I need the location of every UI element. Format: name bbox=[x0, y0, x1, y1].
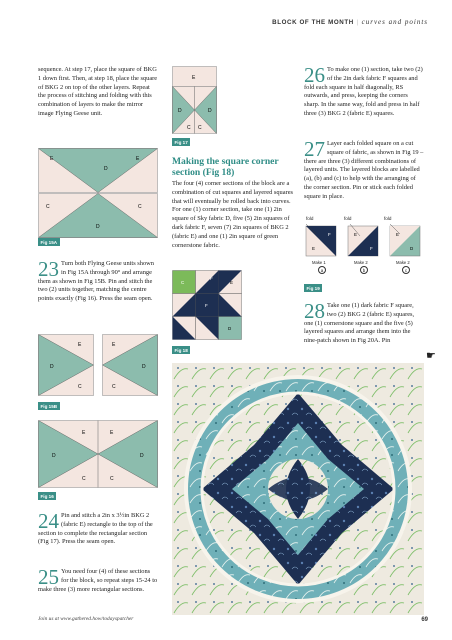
fig-17-tag: Fig 17 bbox=[172, 138, 190, 146]
fig-19-squares bbox=[304, 224, 424, 258]
section-label: BLOCK OF THE MONTH bbox=[272, 19, 354, 26]
step-27-text: Layer each folded square on a cut square of fabric, as shown in Fig 19 – there are three (3) different combinations of layered units. The layered blocks are labelled (a), (b) and (c) to help with the arranging of the corner section. Pin or stick each folded square in place. bbox=[304, 140, 424, 200]
fig-19-tag: Fig 19 bbox=[304, 284, 322, 292]
fig-18-tag: Fig 18 bbox=[172, 346, 190, 354]
svg-text:C: C bbox=[187, 125, 191, 131]
step-25-text: You need four (4) of these sections for the block, so repeat steps 15-24 to make three (3) more rectangular sections. bbox=[38, 568, 158, 593]
svg-text:D: D bbox=[96, 224, 100, 230]
label-a: a bbox=[318, 266, 326, 274]
fig-15b-tag: Fig 15B bbox=[38, 402, 60, 410]
svg-text:E: E bbox=[50, 156, 54, 162]
quilt-block-photo bbox=[172, 363, 424, 615]
svg-text:E: E bbox=[354, 232, 358, 237]
step-23-text: Turn both Flying Geese units shown in Fig 15A through 90° and arrange them as shown in Fig 15B. Pin and stitch the two (2) units together, matching the centre points exactly (Fig 16). Press the seam open. bbox=[38, 260, 154, 303]
svg-text:C: C bbox=[138, 204, 142, 210]
svg-text:D: D bbox=[140, 453, 144, 459]
step-27 bbox=[304, 137, 424, 202]
svg-text:E: E bbox=[136, 156, 140, 162]
svg-text:E: E bbox=[82, 430, 86, 436]
svg-text:D: D bbox=[104, 166, 108, 172]
step-28-number: 28 bbox=[304, 299, 325, 323]
svg-text:C: C bbox=[181, 280, 185, 285]
pointing-hand-icon: ☛ bbox=[426, 350, 436, 362]
step-24-text: Pin and stitch a 2in x 3½in BKG 2 (fabric E) rectangle to the top of the section to complete the rectangular section (Fig 17). Press the seam open. bbox=[38, 512, 153, 546]
svg-text:F: F bbox=[328, 232, 331, 237]
svg-text:D: D bbox=[142, 364, 146, 370]
svg-text:D: D bbox=[228, 326, 232, 331]
fold-label-3: fold bbox=[384, 216, 392, 221]
fig-18-diagram bbox=[172, 270, 242, 340]
svg-text:E: E bbox=[230, 280, 234, 285]
fold-label-2: fold bbox=[344, 216, 352, 221]
svg-text:E: E bbox=[112, 342, 116, 348]
svg-text:E: E bbox=[396, 232, 400, 237]
fig-15a-tag: Fig 15A bbox=[38, 238, 60, 246]
svg-text:C: C bbox=[46, 204, 50, 210]
step-25 bbox=[38, 565, 158, 594]
svg-text:F: F bbox=[205, 303, 208, 308]
svg-text:E: E bbox=[312, 246, 316, 251]
step-28-text: Take one (1) dark fabric F square, two (2) BKG 2 (fabric E) squares, one (1) cornerstone square and the five (5) layered squares and arrange them into the nine-patch shown in Fig 20A. Pin bbox=[304, 302, 415, 345]
fig-17-diagram bbox=[172, 66, 217, 134]
step-24 bbox=[38, 509, 158, 547]
section-heading: Making the square corner section (Fig 18) bbox=[172, 156, 279, 178]
make-label-3: Make 2 bbox=[396, 260, 410, 265]
step-23 bbox=[38, 257, 158, 304]
step-28 bbox=[304, 299, 424, 346]
step-23-number: 23 bbox=[38, 257, 59, 281]
svg-text:F: F bbox=[210, 276, 213, 281]
fig-15b-diagram bbox=[38, 334, 158, 396]
svg-text:D: D bbox=[178, 108, 182, 114]
step-25-number: 25 bbox=[38, 565, 59, 589]
svg-text:C: C bbox=[112, 384, 116, 390]
svg-text:C: C bbox=[82, 476, 86, 482]
svg-text:D: D bbox=[208, 108, 212, 114]
quilt-block-illustration bbox=[172, 363, 424, 615]
step-24-number: 24 bbox=[38, 509, 59, 533]
svg-text:C: C bbox=[110, 476, 114, 482]
svg-text:D: D bbox=[50, 364, 54, 370]
fig-16-tag: Fig 16 bbox=[38, 492, 56, 500]
running-header bbox=[272, 18, 428, 26]
fig-16-diagram bbox=[38, 420, 158, 488]
svg-text:E: E bbox=[110, 430, 114, 436]
fold-label-1: fold bbox=[306, 216, 314, 221]
step-26-text: To make one (1) section, take two (2) of the 2in dark fabric F squares and fold each square in half diagonally, RS outwards, and press, keeping the corners sharp. In the same way, fold and press in half three (3) BKG 2 (fabric E) squares. bbox=[304, 66, 423, 117]
svg-text:E: E bbox=[192, 75, 196, 81]
label-c: c bbox=[402, 266, 410, 274]
step-27-number: 27 bbox=[304, 137, 325, 161]
svg-text:C: C bbox=[198, 125, 202, 131]
svg-text:C: C bbox=[78, 384, 82, 390]
header-subtitle: curves and points bbox=[361, 18, 428, 26]
svg-text:D: D bbox=[410, 246, 414, 251]
make-label-2: Make 2 bbox=[354, 260, 368, 265]
page-number: 69 bbox=[421, 617, 428, 623]
section-paragraph: The four (4) corner sections of the block are a combination of cut squares and layered squares that will eventually be rolled back into curves. For one (1) corner section, take one (1) 2in square of Sky fabric D, five (5) 2in squares of dark fabric F, seven (7) 2in squares of BKG 2 (fabric E) and one (1) 2in square of green cornerstone fabric. bbox=[172, 180, 294, 249]
step-26-number: 26 bbox=[304, 63, 325, 87]
svg-text:D: D bbox=[52, 453, 56, 459]
fig-15a-diagram bbox=[38, 148, 158, 238]
step-26 bbox=[304, 63, 424, 119]
label-b: b bbox=[360, 266, 368, 274]
header-separator: | bbox=[356, 19, 359, 26]
svg-text:E: E bbox=[78, 342, 82, 348]
fig-19-diagram bbox=[304, 216, 424, 278]
svg-text:F: F bbox=[370, 246, 373, 251]
footer-url: Join us at www.gathered.how/todayspatcher bbox=[38, 616, 134, 622]
intro-paragraph: sequence. At step 17, place the square of BKG 1 down first. Then, at step 18, place the square of BKG 2 on top of the other layers. Repeat the process of stitching and folding with this combination of layers to make the mirror image Flying Geese unit. bbox=[38, 66, 158, 117]
make-label-1: Make 1 bbox=[312, 260, 326, 265]
